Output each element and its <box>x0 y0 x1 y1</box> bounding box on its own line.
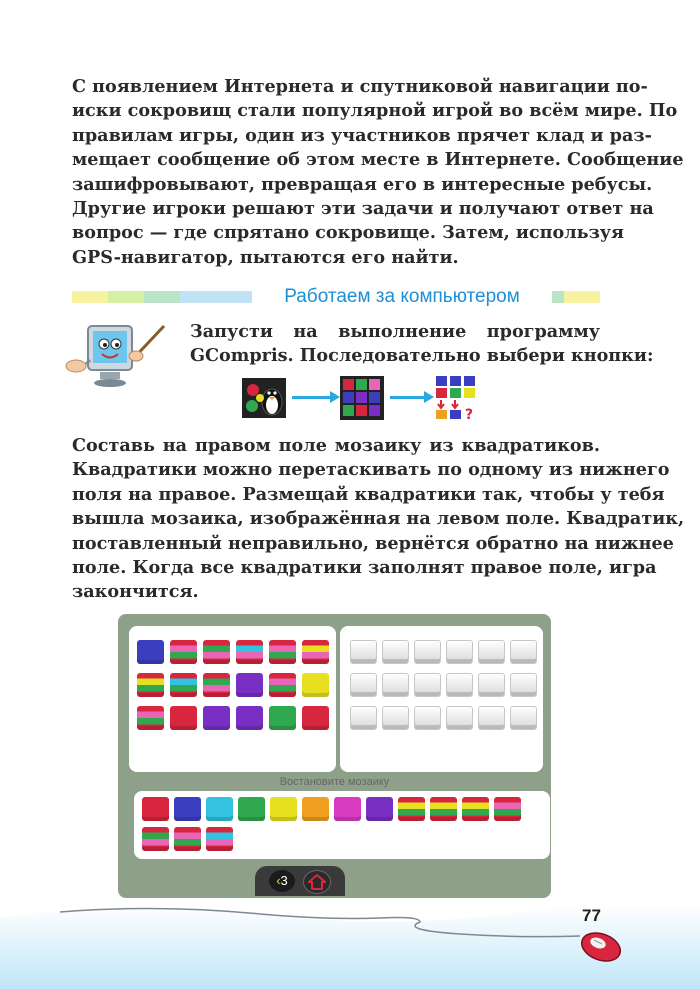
empty-slot[interactable] <box>414 673 441 697</box>
mosaic-game-icon <box>434 374 478 420</box>
mosaic-tile[interactable] <box>334 797 361 821</box>
empty-slot[interactable] <box>510 640 537 664</box>
mosaic-tile[interactable] <box>430 797 457 821</box>
answer-mosaic-panel[interactable] <box>340 626 543 772</box>
mosaic-tile[interactable] <box>236 673 263 697</box>
empty-slot[interactable] <box>446 706 473 730</box>
task-line-2: . Последовательно выбери кнопки: <box>287 345 654 367</box>
mosaic-tile[interactable] <box>170 640 197 664</box>
empty-slot[interactable] <box>510 706 537 730</box>
mosaic-tile[interactable] <box>302 706 329 730</box>
level-button[interactable] <box>269 870 295 892</box>
mosaic-tile[interactable] <box>137 673 164 697</box>
empty-slot[interactable] <box>478 706 505 730</box>
mosaic-tile[interactable] <box>269 706 296 730</box>
svg-text:?: ? <box>465 407 474 420</box>
task-line: Квадратики можно перетаскивать по одному из нижнего <box>72 459 670 481</box>
intro-paragraph <box>72 75 684 270</box>
gcompris-name: GCompris <box>190 345 288 367</box>
task-line: закончится. <box>72 581 199 603</box>
intro-line: иски сокровищ стали популярной игрой во всём мире. По <box>72 100 678 122</box>
game-navbar <box>255 866 345 896</box>
mosaic-category-icon <box>340 376 384 420</box>
section-title: Работаем за компьютером <box>252 285 552 309</box>
mosaic-tile[interactable] <box>170 706 197 730</box>
mosaic-tile[interactable] <box>238 797 265 821</box>
mosaic-tile[interactable] <box>137 640 164 664</box>
mosaic-tile[interactable] <box>236 706 263 730</box>
gcompris-penguin-icon <box>242 378 286 418</box>
empty-slot[interactable] <box>414 706 441 730</box>
game-prompt: Востановите мозаику <box>279 776 390 788</box>
mosaic-tile[interactable] <box>302 673 329 697</box>
tile-tray-panel[interactable] <box>134 791 550 859</box>
empty-slot[interactable] <box>350 673 377 697</box>
empty-slot[interactable] <box>382 673 409 697</box>
mosaic-tile[interactable] <box>203 706 230 730</box>
task-line-1: Запусти на выполнение программу <box>190 321 600 342</box>
empty-slot[interactable] <box>350 640 377 664</box>
chevron-left-icon: ‹ <box>276 873 281 888</box>
empty-slot[interactable] <box>382 706 409 730</box>
mosaic-tile[interactable] <box>302 797 329 821</box>
task-line: Составь на правом поле мозаику из квадратиков. <box>72 435 600 456</box>
section-banner <box>72 288 600 306</box>
intro-line: Другие игроки решают эти задачи и получают ответ на <box>72 198 654 220</box>
mosaic-tile[interactable] <box>462 797 489 821</box>
empty-slot[interactable] <box>478 640 505 664</box>
mosaic-tile[interactable] <box>174 797 201 821</box>
home-icon <box>308 874 326 890</box>
mosaic-tile[interactable] <box>398 797 425 821</box>
task-paragraph <box>72 434 685 605</box>
button-sequence <box>242 374 482 422</box>
mosaic-tile[interactable] <box>494 797 521 821</box>
mosaic-tile[interactable] <box>206 827 233 851</box>
empty-slot[interactable] <box>478 673 505 697</box>
computer-mouse-icon <box>578 930 624 964</box>
intro-line: С появлением Интернета и спутниковой навигации по- <box>72 76 648 97</box>
home-button[interactable] <box>303 870 331 894</box>
level-number: 3 <box>280 873 288 888</box>
task-line: поля на правое. Размещай квадратики так, чтобы у тебя <box>72 483 665 505</box>
mosaic-tile[interactable] <box>206 797 233 821</box>
mosaic-tile[interactable] <box>137 706 164 730</box>
mosaic-tile[interactable] <box>302 640 329 664</box>
task-instructions <box>190 320 654 369</box>
arrow-icon <box>390 396 426 399</box>
empty-slot[interactable] <box>510 673 537 697</box>
computer-mascot-icon <box>62 320 172 392</box>
target-mosaic-panel <box>129 626 336 772</box>
task-line: поле. Когда все квадратики заполнят правое поле, игра <box>72 557 657 579</box>
empty-slot[interactable] <box>414 640 441 664</box>
mosaic-tile[interactable] <box>174 827 201 851</box>
empty-slot[interactable] <box>350 706 377 730</box>
empty-slot[interactable] <box>382 640 409 664</box>
intro-line: GPS-навигатор, пытаются его найти. <box>72 246 459 268</box>
intro-line: правилам игры, один из участников прячет клад и раз- <box>72 124 652 146</box>
mosaic-tile[interactable] <box>270 797 297 821</box>
mosaic-tile[interactable] <box>142 827 169 851</box>
empty-slot[interactable] <box>446 673 473 697</box>
mosaic-tile[interactable] <box>203 673 230 697</box>
mosaic-tile[interactable] <box>269 673 296 697</box>
mosaic-tile[interactable] <box>366 797 393 821</box>
intro-line: вопрос — где спрятано сокровище. Затем, используя <box>72 222 625 244</box>
task-line: поставленный неправильно, вернётся обратно на нижнее <box>72 532 674 554</box>
mosaic-tile[interactable] <box>142 797 169 821</box>
mosaic-tile[interactable] <box>269 640 296 664</box>
intro-line: зашифровывают, превращая его в интересные ребусы. <box>72 173 653 195</box>
mosaic-tile[interactable] <box>203 640 230 664</box>
arrow-icon <box>292 396 332 399</box>
task-line: вышла мозаика, изображённая на левом поле. Квадратик, <box>72 508 685 530</box>
page-number: 77 <box>582 906 601 925</box>
mosaic-game-screenshot <box>118 614 551 898</box>
intro-line: мещает сообщение об этом месте в Интернете. Сообщение <box>72 149 684 171</box>
mosaic-tile[interactable] <box>170 673 197 697</box>
mosaic-tile[interactable] <box>236 640 263 664</box>
empty-slot[interactable] <box>446 640 473 664</box>
